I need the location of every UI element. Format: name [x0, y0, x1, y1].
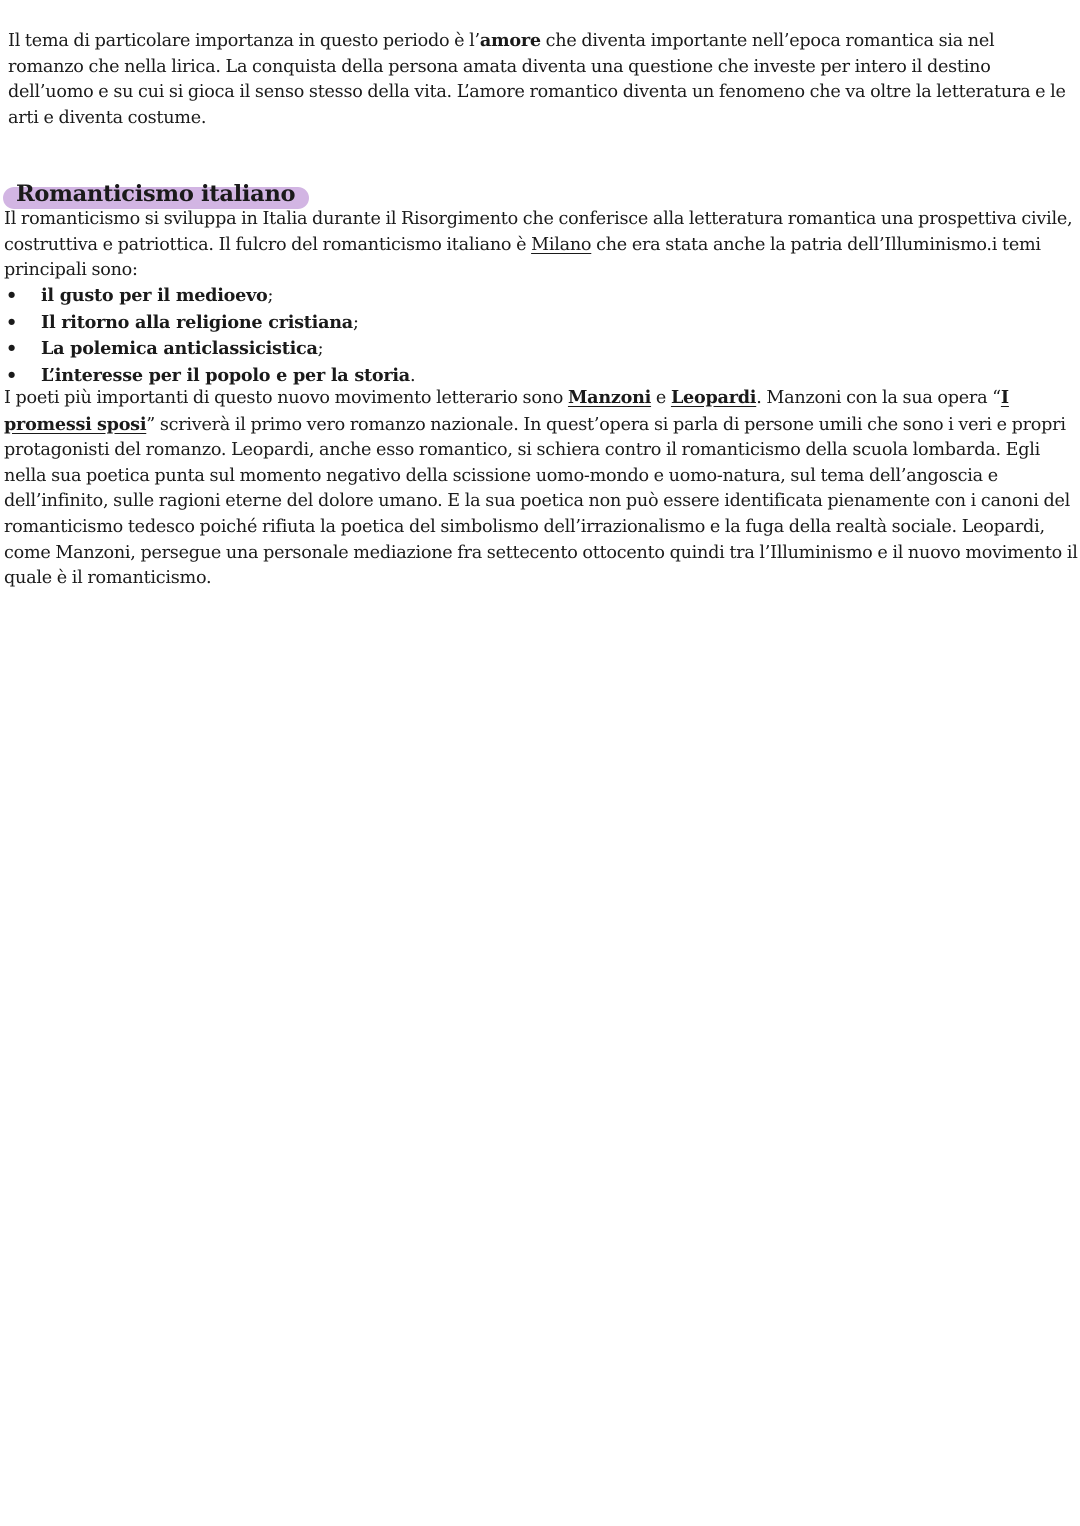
intro-paragraph [8, 28, 1074, 131]
poets-text-middle: . Manzoni con la sua opera “ [756, 388, 1001, 408]
theme-text: L’interesse per il popolo e per la storia [41, 364, 410, 386]
intro-text-start: Il tema di particolare importanza in questo periodo è l’ [8, 31, 480, 51]
theme-punctuation: . [409, 365, 416, 386]
bullet-icon: • [6, 285, 17, 306]
themes-list [0, 283, 415, 389]
city-milano: Milano [531, 234, 592, 255]
poets-paragraph [4, 385, 1078, 592]
work-title: I promessi sposi [4, 387, 1009, 435]
theme-text: La polemica anticlassicistica [41, 338, 318, 360]
bullet-icon: • [6, 364, 17, 386]
intro-keyword-amore: amore [479, 30, 541, 51]
poet-leopardi: Leopardi [670, 387, 757, 408]
section-heading: Romanticismo italiano [16, 181, 296, 207]
theme-punctuation: ; [352, 312, 359, 333]
bullet-icon: • [6, 311, 17, 333]
section-text-start: Il romanticismo si sviluppa in Italia durante il Risorgimento che conferisce alla letteratura romantica una prospettiva civile, costruttiva e patriottica. Il fulcro del romanticismo italiano è [4, 209, 1073, 255]
theme-text: Il ritorno alla religione cristiana [41, 311, 353, 333]
list-item [0, 336, 415, 363]
poet-manzoni: Manzoni [567, 387, 652, 408]
theme-text: il gusto per il medioevo [41, 285, 268, 306]
bullet-icon: • [6, 338, 17, 360]
theme-punctuation: ; [317, 339, 324, 360]
poets-text-end: ” scriverà il primo vero romanzo nazionale. In quest’opera si parla di persone umili che sono i veri e propri protagonisti del romanzo. Leopardi, anche esso romantico, si schiera contro il romanticismo della scuola lombarda. Egli nella sua poetica punta sul momento negativo della scissione uomo-mondo e uomo-natura, sul tema dell’angoscia e dell’infinito, sulle ragioni eterne del dolore umano. E la sua poetica non può essere identificata pienamente con i canoni del romanticismo tedesco poiché rifiuta la poetica del simbolismo dell’irrazionalismo e la fuga della realtà sociale. Leopardi, come Manzoni, persegue una personale mediazione fra settecento ottocento quindi tra l’Illuminismo e il nuovo movimento il quale è il romanticismo. [4, 414, 1078, 589]
section-intro-paragraph [4, 207, 1076, 284]
list-item [0, 283, 415, 310]
section-text-end: che era stata anche la patria dell’Illuminismo.i temi principali sono: [4, 234, 1041, 281]
list-item [0, 310, 415, 337]
intro-text-end: che diventa importante nell’epoca romantica sia nel romanzo che nella lirica. La conquista della persona amata diventa una questione che investe per intero il destino dell’uomo e su cui si gioca il senso stesso della vita. L’amore romantico diventa un fenomeno che va oltre la letteratura e le arti e diventa costume. [8, 31, 1066, 128]
poets-conjunction: e [651, 388, 671, 408]
poets-text-start: I poeti più importanti di questo nuovo movimento letterario sono [4, 388, 568, 408]
theme-punctuation: ; [267, 286, 274, 306]
